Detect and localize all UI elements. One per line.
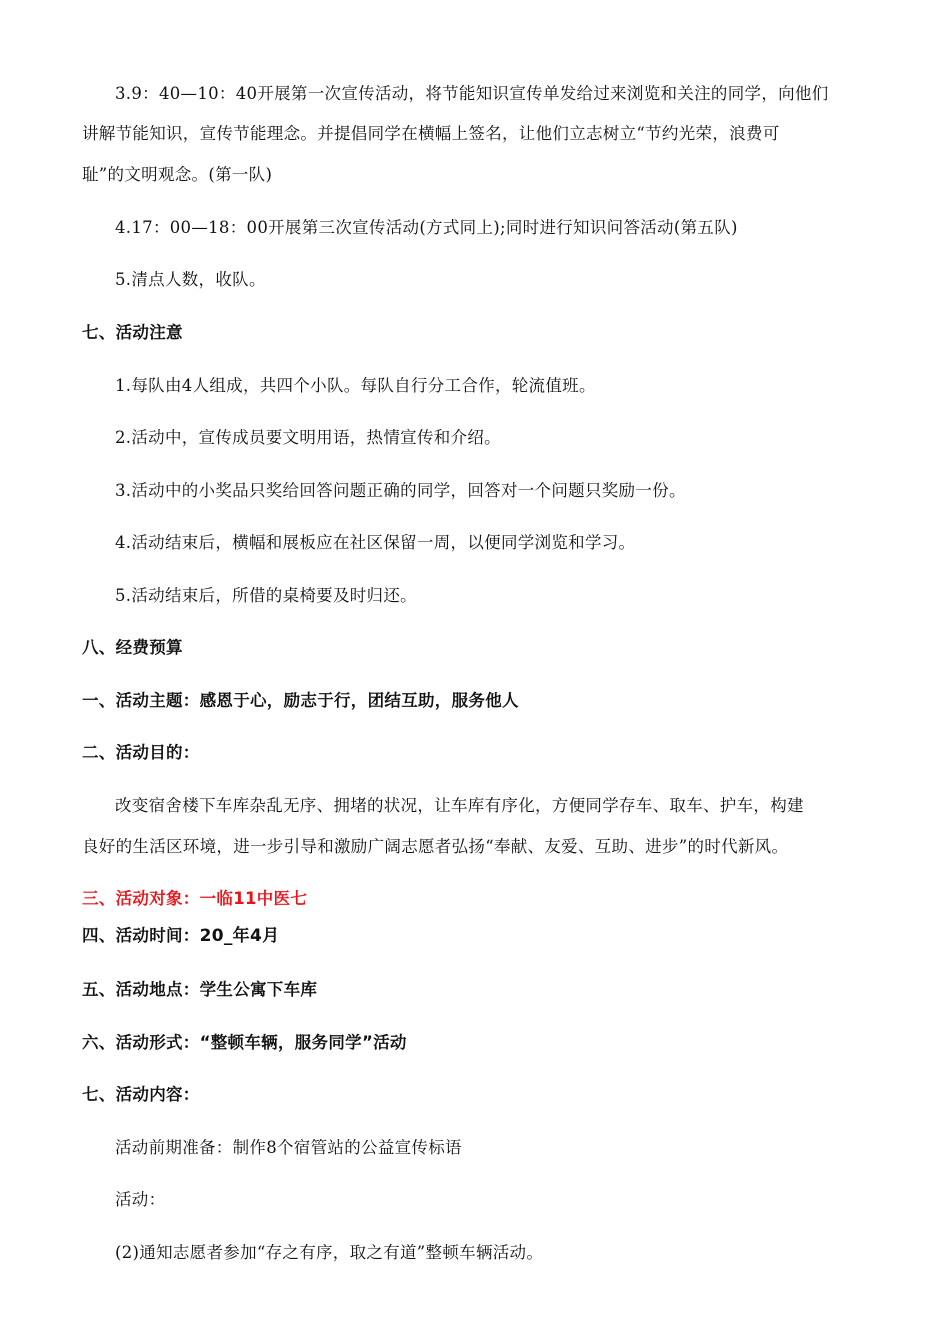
content-line-notify: (2)通知志愿者参加“存之有序，取之有道”整顿车辆活动。 <box>115 1243 544 1262</box>
section-heading-time <box>82 926 279 946</box>
purpose-text-line-1: 改变宿舍楼下车库杂乱无序、拥堵的状况，让车库有序化，方便同学存车、取车、护车，构建 <box>115 796 804 815</box>
note-item-2: 2.活动中，宣传成员要文明用语，热情宣传和介绍。 <box>115 428 501 447</box>
content-line-prep: 活动前期准备：制作8个宿管站的公益宣传标语 <box>115 1138 462 1157</box>
section-heading-notes: 七、活动注意 <box>82 323 183 342</box>
schedule-item-5: 5.清点人数，收队。 <box>115 270 266 289</box>
content-line-activity: 活动： <box>115 1190 166 1209</box>
schedule-item-3-line-1: 3.9：40—10：40开展第一次宣传活动，将节能知识宣传单发给过来浏览和关注的同学，向他们 <box>115 84 829 103</box>
note-item-3: 3.活动中的小奖品只奖给回答问题正确的同学，回答对一个问题只奖励一份。 <box>115 481 686 500</box>
section-heading-target: 三、活动对象：一临11中医七 <box>82 889 308 908</box>
note-item-5: 5.活动结束后，所借的桌椅要及时归还。 <box>115 586 417 605</box>
section-heading-form: 六、活动形式：“整顿车辆，服务同学”活动 <box>82 1033 407 1052</box>
section-heading-place: 五、活动地点：学生公寓下车库 <box>82 980 318 999</box>
section-heading-content: 七、活动内容： <box>82 1085 200 1104</box>
note-item-4: 4.活动结束后，横幅和展板应在社区保留一周，以便同学浏览和学习。 <box>115 533 636 552</box>
time-value: 20_年4月 <box>199 926 280 946</box>
time-label: 四、活动时间： <box>82 926 200 945</box>
section-heading-purpose: 二、活动目的： <box>82 743 200 762</box>
schedule-item-4: 4.17：00—18：00开展第三次宣传活动(方式同上);同时进行知识问答活动(第五队) <box>115 218 738 237</box>
schedule-item-3-line-3: 耻”的文明观念。(第一队) <box>82 165 273 184</box>
schedule-item-3-line-2: 讲解节能知识，宣传节能理念。并提倡同学在横幅上签名，让他们立志树立“节约光荣，浪费可 <box>82 124 780 143</box>
section-heading-theme: 一、活动主题：感恩于心，励志于行，团结互助，服务他人 <box>82 691 519 710</box>
section-heading-budget: 八、经费预算 <box>82 638 183 657</box>
purpose-text-line-2: 良好的生活区环境，进一步引导和激励广阔志愿者弘扬“奉献、友爱、互助、进步”的时代新风。 <box>82 837 789 856</box>
note-item-1: 1.每队由4人组成，共四个小队。每队自行分工合作，轮流值班。 <box>115 376 596 395</box>
